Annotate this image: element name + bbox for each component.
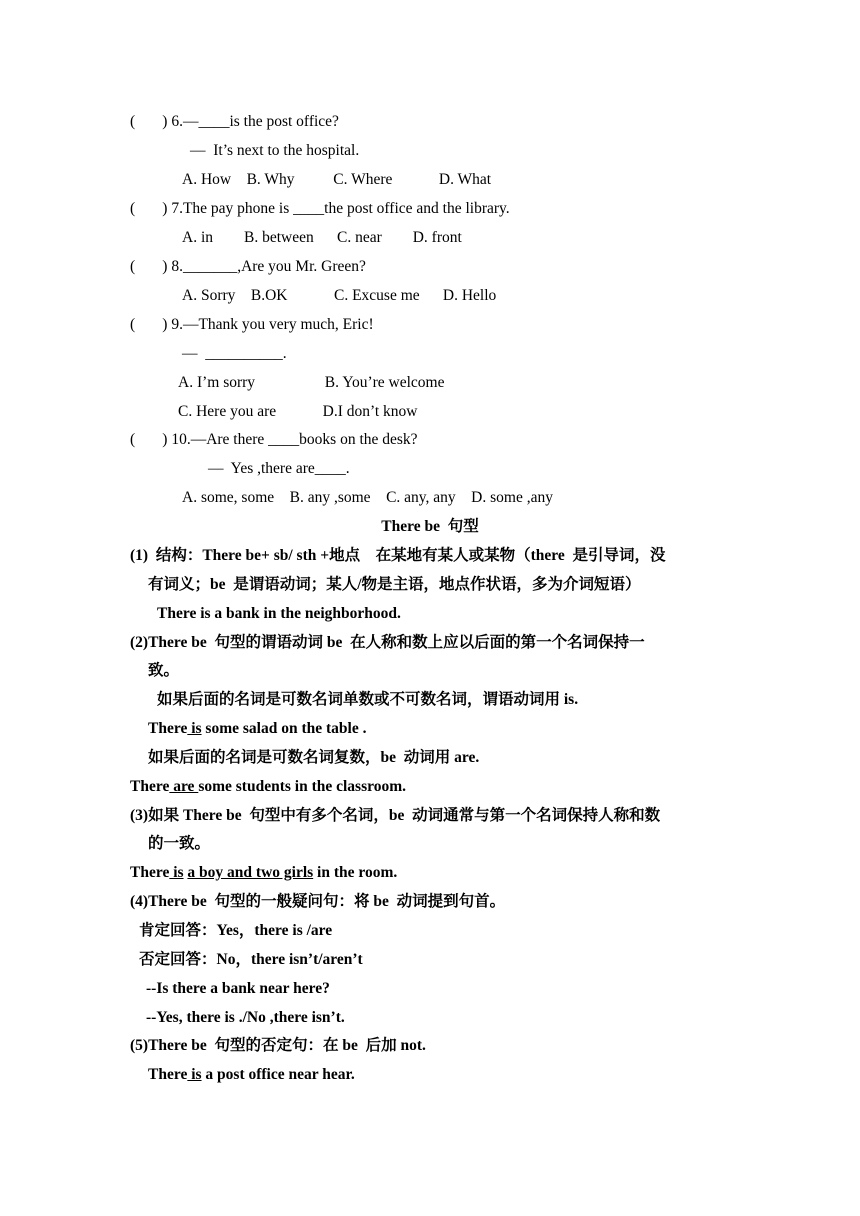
grammar-point-1-line2: 有词义；be 是谓语动词；某人/物是主语，地点作状语，多为介词短语） xyxy=(148,576,641,593)
grammar-point-5-example xyxy=(148,1065,355,1085)
example-word-there: There xyxy=(148,1066,188,1083)
grammar-point-2-example-singular xyxy=(148,719,366,739)
question-10-stem: ( ) 10.—Are there ____books on the desk? xyxy=(130,431,418,448)
grammar-title: There be 句型 xyxy=(381,518,479,535)
grammar-point-4-example-answer: --Yes, there is ./No ,there isn’t. xyxy=(146,1009,345,1026)
example-verb-is: is xyxy=(169,864,184,881)
example-rest: a post office near hear. xyxy=(201,1066,355,1083)
example-word-there: There xyxy=(130,778,170,795)
grammar-point-2-rule-singular: 如果后面的名词是可数名词单数或不可数名词，谓语动词用 is. xyxy=(157,691,579,708)
grammar-point-2-line1: (2)There be 句型的谓语动词 be 在人称和数上应以后面的第一个名词保持一 xyxy=(130,634,645,651)
question-6-reply: — It’s next to the hospital. xyxy=(190,142,360,159)
question-9-stem: ( ) 9.—Thank you very much, Eric! xyxy=(130,316,374,333)
grammar-point-3-line2: 的一致。 xyxy=(148,835,211,852)
example-word-there: There xyxy=(130,864,170,881)
grammar-point-4-negative-answer: 否定回答：No，there isn’t/aren’t xyxy=(139,951,363,968)
grammar-point-4-line1: (4)There be 句型的一般疑问句：将 be 动词提到句首。 xyxy=(130,893,506,910)
question-8-options: A. Sorry B.OK C. Excuse me D. Hello xyxy=(182,287,497,304)
example-word-there: There xyxy=(148,720,188,737)
question-9-reply: — __________. xyxy=(182,345,287,362)
question-6-options: A. How B. Why C. Where D. What xyxy=(182,171,492,188)
grammar-point-5-line1: (5)There be 句型的否定句：在 be 后加 not. xyxy=(130,1037,426,1054)
example-verb-is: is xyxy=(187,720,202,737)
question-8-stem: ( ) 8._______,Are you Mr. Green? xyxy=(130,258,366,275)
question-9-options-row2: C. Here you are D.I don’t know xyxy=(178,403,418,420)
question-7-stem: ( ) 7.The pay phone is ____the post office and the library. xyxy=(130,200,510,217)
question-10-reply: — Yes ,there are____. xyxy=(208,460,350,477)
example-verb-are: are xyxy=(169,778,199,795)
grammar-point-1-line1: (1) 结构：There be+ sb/ sth +地点 在某地有某人或某物（there 是引导词，没 xyxy=(130,547,666,564)
question-10-options: A. some, some B. any ,some C. any, any D. some ,any xyxy=(182,489,553,506)
grammar-point-3-line1: (3)如果 There be 句型中有多个名词，be 动词通常与第一个名词保持人称和数 xyxy=(130,807,661,824)
question-6-stem: ( ) 6.—____is the post office? xyxy=(130,113,339,130)
example-verb-is: is xyxy=(187,1066,202,1083)
grammar-point-2-line2: 致。 xyxy=(148,662,180,679)
grammar-point-4-example-question: --Is there a bank near here? xyxy=(146,980,330,997)
grammar-point-4-positive-answer: 肯定回答：Yes，there is /are xyxy=(139,922,333,939)
question-9-options-row1: A. I’m sorry B. You’re welcome xyxy=(178,374,445,391)
example-rest: in the room. xyxy=(313,864,398,881)
example-rest: some students in the classroom. xyxy=(198,778,406,795)
grammar-point-2-rule-plural: 如果后面的名词是可数名词复数，be 动词用 are. xyxy=(148,749,480,766)
question-7-options: A. in B. between C. near D. front xyxy=(182,229,462,246)
example-rest: some salad on the table . xyxy=(201,720,367,737)
grammar-point-1-example: There is a bank in the neighborhood. xyxy=(157,605,401,622)
example-nouns: a boy and two girls xyxy=(187,864,314,881)
grammar-point-3-example xyxy=(130,863,397,883)
grammar-point-2-example-plural xyxy=(130,777,406,797)
